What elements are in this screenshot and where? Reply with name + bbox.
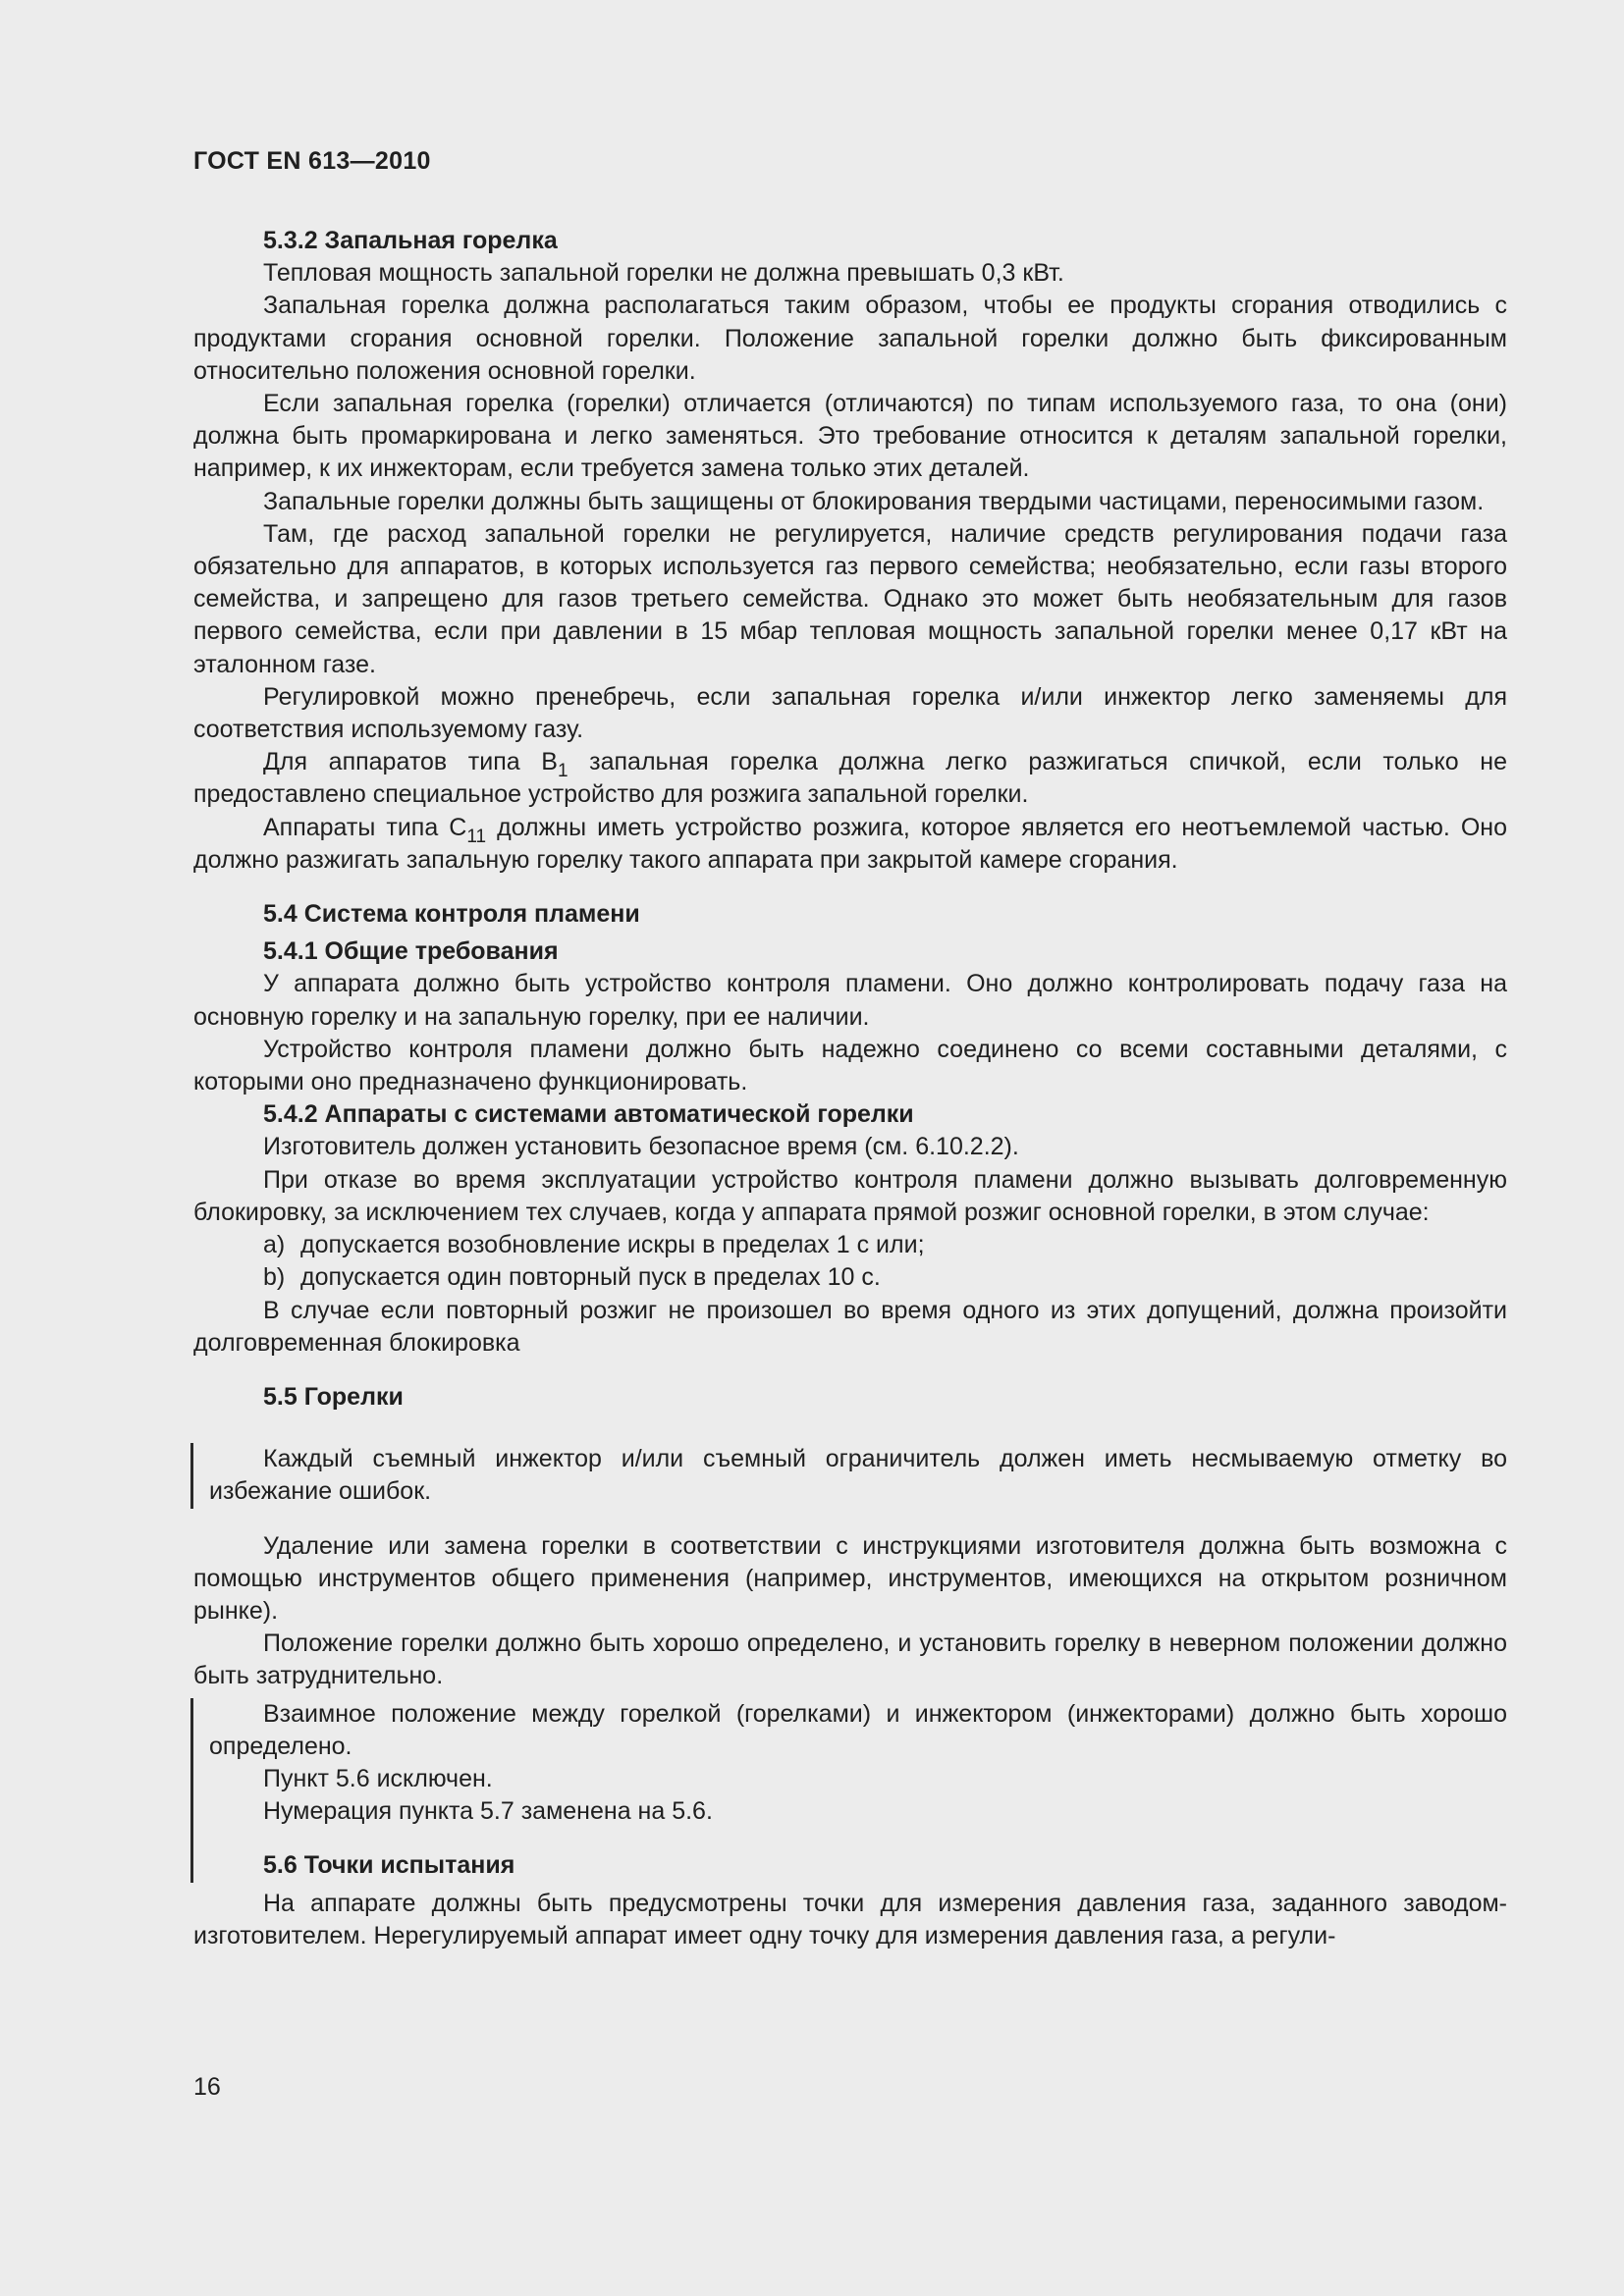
list-item-label: a) (263, 1231, 286, 1259)
text-run: Для аппаратов типа В (263, 748, 558, 776)
heading-5-4-1: 5.4.1 Общие требования (263, 937, 559, 966)
page-number: 16 (193, 2073, 221, 2101)
heading-5-5: 5.5 Горелки (263, 1382, 404, 1411)
paragraph: Если запальная горелка (горелки) отличается (отличаются) по типам используемого газа, то она (они) должна быть промаркирована и легко заменяться. Это требование относится к деталям запальной горелки, например, к их инжекторам, если требуется замена только этих деталей. (193, 390, 1507, 483)
heading-5-3-2: 5.3.2 Запальная горелка (263, 227, 558, 254)
text-run: должны иметь устройство розжига, которое является его неотъемлемой частью. Оно должно разжигать запальную горелку такого аппарата при закрытой камере сгорания. (193, 813, 1507, 874)
list-item (193, 1261, 1507, 1294)
paragraph: Изготовитель должен установить безопасное время (см. 6.10.2.2). (263, 1133, 1019, 1161)
list-item (193, 1229, 1507, 1261)
paragraph (193, 746, 1507, 811)
paragraph: Запальная горелка должна располагаться таким образом, чтобы ее продукты сгорания отводились с продуктами сгорания основной горелки. Положение запальной горелки должно быть фиксированным относительно положения основной горелки. (193, 292, 1507, 385)
heading-5-4: 5.4 Система контроля пламени (263, 900, 640, 929)
paragraph: В случае если повторный розжиг не произошел во время одного из этих допущений, должна произойти долговременная блокировка (193, 1296, 1507, 1357)
list-item-label: b) (263, 1263, 286, 1292)
heading-5-4-2: 5.4.2 Аппараты с системами автоматической горелки (263, 1100, 914, 1129)
paragraph: Каждый съемный инжектор и/или съемный ограничитель должен иметь несмываемую отметку во избежание ошибок. (209, 1445, 1507, 1506)
paragraph: У аппарата должно быть устройство контроля пламени. Оно должно контролировать подачу газа на основную горелку и на запальную горелку, при ее наличии. (193, 970, 1507, 1031)
subscript: 1 (557, 761, 568, 782)
paragraph: Запальные горелки должны быть защищены от блокирования твердыми частицами, переносимыми газом. (263, 487, 1485, 515)
paragraph: Тепловая мощность запальной горелки не должна превышать 0,3 кВт. (263, 259, 1064, 288)
list-item-text: допускается возобновление искры в пределах 1 с или; (300, 1231, 925, 1259)
paragraph: На аппарате должны быть предусмотрены точки для измерения давления газа, заданного заводом-изготовителем. Нерегулируемый аппарат имеет одну точку для измерения давления газа, а регули- (193, 1889, 1507, 1949)
change-bar-block (190, 1443, 1507, 1508)
paragraph: Положение горелки должно быть хорошо определено, и установить горелку в неверном положении должно быть затруднительно. (193, 1629, 1507, 1690)
paragraph: Взаимное положение между горелкой (горелками) и инжектором (инжекторами) должно быть хорошо определено. (209, 1699, 1507, 1760)
paragraph: При отказе во время эксплуатации устройство контроля пламени должно вызывать долговременную блокировку, за исключением тех случаев, когда у аппарата прямой розжиг основной горелки, в этом случае: (193, 1165, 1507, 1226)
paragraph: Устройство контроля пламени должно быть надежно соединено со всеми составными деталями, с которыми оно предназначено функционировать. (193, 1035, 1507, 1096)
list-item-text: допускается один повторный пуск в пределах 10 с. (300, 1263, 881, 1292)
paragraph: Там, где расход запальной горелки не регулируется, наличие средств регулирования подачи газа обязательно для аппаратов, в которых используется газ первого семейства; необязательно, если газы второго семейства, и запрещено для газов третьего семейства. Однако это может быть необязательным для газов первого семейства, если при давлении в 15 мбар тепловая мощность запальной горелки менее 0,17 кВт на эталонном газе. (193, 519, 1507, 678)
note-line: Нумерация пункта 5.7 заменена на 5.6. (263, 1797, 713, 1826)
document-body (193, 225, 1507, 1952)
paragraph: Регулировкой можно пренебречь, если запальная горелка и/или инжектор легко заменяемы для соответствия используемому газу. (193, 682, 1507, 744)
note-line: Пункт 5.6 исключен. (263, 1764, 493, 1792)
subscript: 11 (466, 826, 487, 847)
paragraph: Удаление или замена горелки в соответствии с инструкциями изготовителя должна быть возможна с помощью инструментов общего применения (например, инструментов, имеющихся на открытом розничном рынке). (193, 1531, 1507, 1625)
heading-5-6: 5.6 Точки испытания (263, 1851, 515, 1880)
text-run: запальная горелка должна легко разжигаться спичкой, если только не предоставлено специальное устройство для розжига запальной горелки. (193, 748, 1508, 809)
text-run: Аппараты типа С (263, 813, 467, 841)
paragraph (193, 812, 1507, 877)
page-header: ГОСТ EN 613—2010 (193, 147, 431, 175)
change-bar-block (190, 1698, 1507, 1883)
